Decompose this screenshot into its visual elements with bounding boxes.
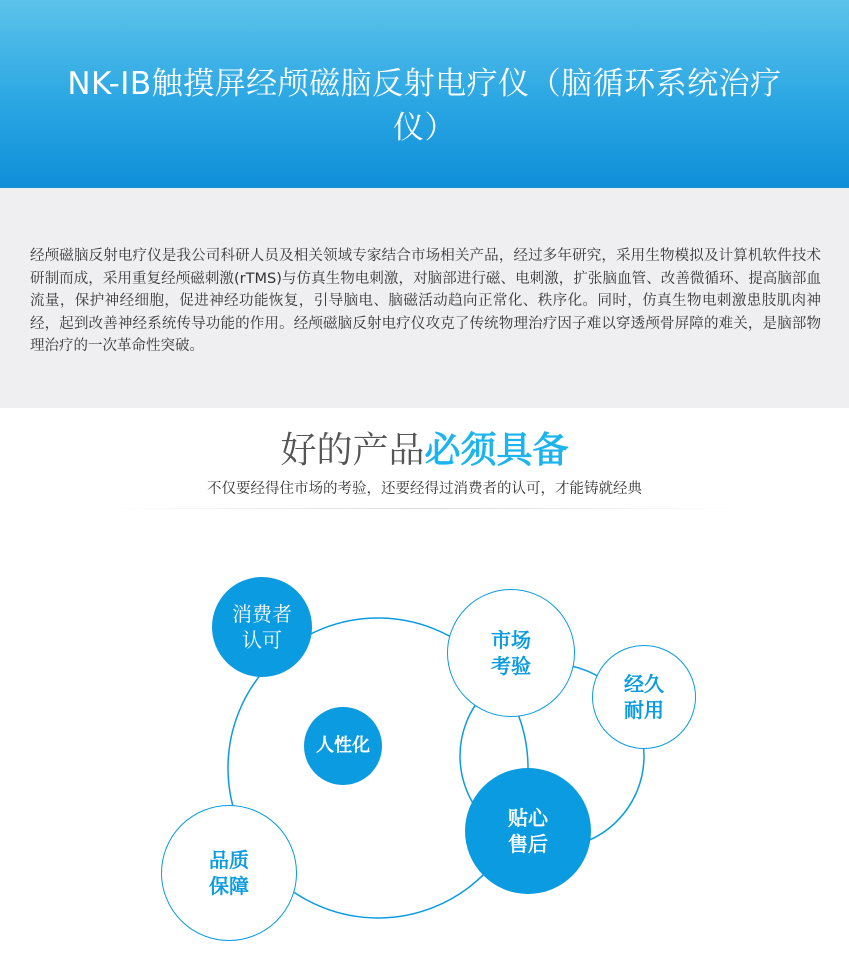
bubble-quality-label: 品质 保障 bbox=[209, 848, 249, 898]
page-title: NK-IB触摸屏经颅磁脑反射电疗仪（脑循环系统治疗仪） bbox=[67, 66, 782, 146]
bubble-humanized-label: 人性化 bbox=[316, 735, 370, 756]
bubble-market-test bbox=[447, 589, 575, 717]
section-subheading: 不仅要经得住市场的考验，还要经得过消费者的认可，才能铸就经典 bbox=[207, 481, 642, 497]
bubble-after-sales-label: 贴心 售后 bbox=[508, 806, 548, 856]
intro-panel bbox=[0, 188, 849, 408]
bubble-quality-assurance bbox=[161, 805, 297, 941]
bubble-consumer-approval bbox=[212, 577, 312, 677]
section-divider bbox=[100, 508, 749, 509]
bubble-humanized bbox=[304, 707, 382, 785]
section-heading-accent: 必须具备 bbox=[424, 430, 569, 471]
section-heading bbox=[0, 425, 849, 477]
intro-text: 经颅磁脑反射电疗仪是我公司科研人员及相关领域专家结合市场相关产品，经过多年研究，采用生物模拟及计算机软件技术研制而成，采用重复经颅磁刺激(rTMS)与仿真生物电刺激，对脑部进行磁、电刺激，扩张脑血管、改善微循环、提高脑部血流量，保护神经细胞，促进神经功能恢复，引导脑电、脑磁活动趋向正常化、秩序化。同时，仿真生物电刺激患肢肌肉神经，起到改善神经系统传导功能的作用。经颅磁脑反射电疗仪攻克了传统物理治疗因子难以穿透颅骨屏障的难关，是脑部物理治疗的一次革命性突破。 bbox=[30, 248, 821, 354]
bubble-durable bbox=[592, 645, 696, 749]
bubble-after-sales bbox=[465, 768, 591, 894]
header-banner bbox=[0, 0, 849, 188]
section-heading-plain: 好的产品 bbox=[280, 430, 425, 471]
bubble-consumer-label: 消费者 认可 bbox=[232, 602, 292, 652]
bubble-durable-label: 经久 耐用 bbox=[624, 672, 664, 722]
bubble-market-label: 市场 考验 bbox=[491, 628, 531, 678]
